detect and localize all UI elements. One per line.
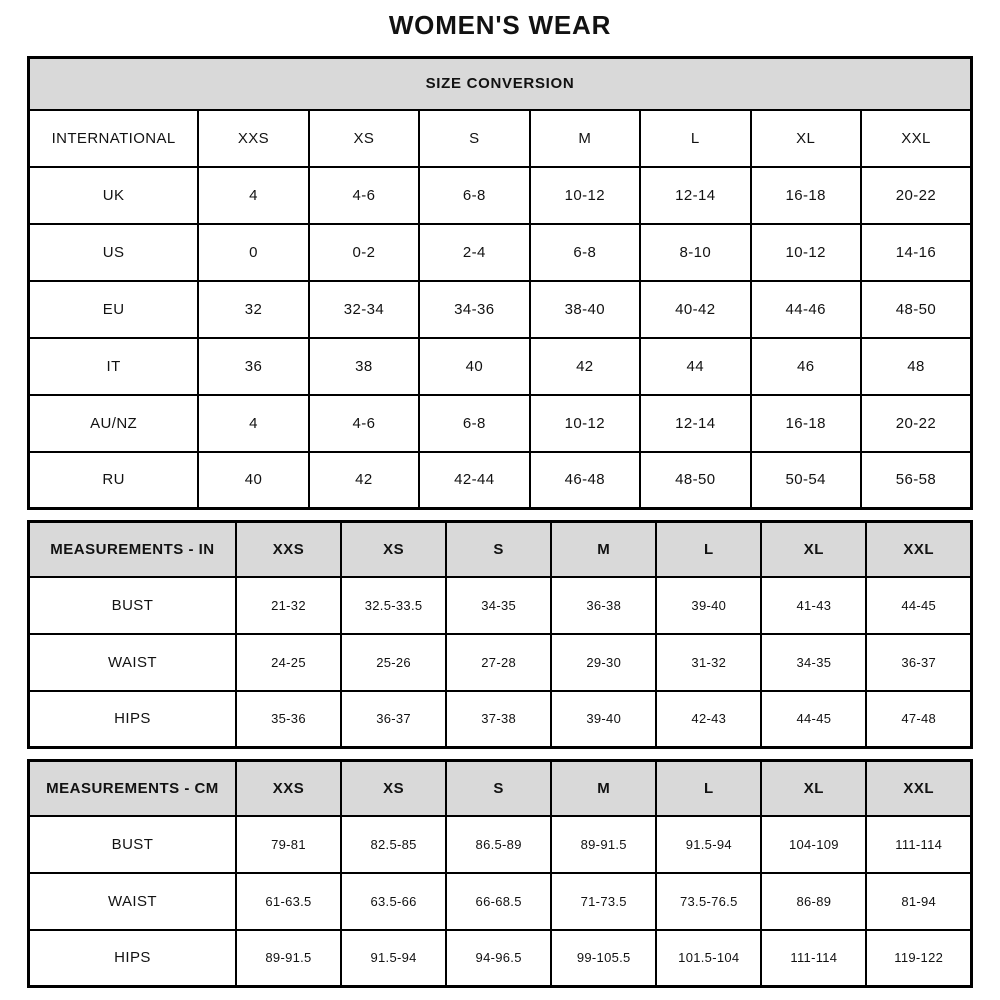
value-cell: 81-94	[866, 873, 971, 930]
value-cell: 6-8	[419, 167, 529, 224]
caption-row	[29, 58, 972, 110]
value-cell: 86.5-89	[446, 816, 551, 873]
value-cell: 36	[198, 338, 308, 395]
value-cell: 40-42	[640, 281, 750, 338]
row-label-cell: EU	[29, 281, 199, 338]
size-header-cell: XS	[309, 110, 419, 167]
value-cell: 42-44	[419, 452, 529, 509]
value-cell: 56-58	[861, 452, 972, 509]
row-label-cell: WAIST	[29, 634, 236, 691]
value-cell: 36-37	[866, 634, 971, 691]
size-header-cell: M	[551, 522, 656, 577]
table-row	[29, 281, 972, 338]
value-cell: 44-45	[866, 577, 971, 634]
value-cell: 16-18	[751, 167, 861, 224]
row-label-cell: UK	[29, 167, 199, 224]
size-chart-page	[27, 0, 973, 988]
size-header-cell: XL	[751, 110, 861, 167]
value-cell: 10-12	[751, 224, 861, 281]
row-label-cell: AU/NZ	[29, 395, 199, 452]
value-cell: 34-35	[761, 634, 866, 691]
value-cell: 37-38	[446, 691, 551, 748]
value-cell: 20-22	[861, 395, 972, 452]
size-header-cell: S	[446, 761, 551, 816]
table-row	[29, 224, 972, 281]
value-cell: 6-8	[419, 395, 529, 452]
value-cell: 4	[198, 167, 308, 224]
size-header-cell: S	[419, 110, 529, 167]
value-cell: 48-50	[640, 452, 750, 509]
value-cell: 39-40	[656, 577, 761, 634]
row-label-cell: IT	[29, 338, 199, 395]
value-cell: 38	[309, 338, 419, 395]
size-header-cell: XL	[761, 522, 866, 577]
size-header-cell: XL	[761, 761, 866, 816]
value-cell: 20-22	[861, 167, 972, 224]
value-cell: 32	[198, 281, 308, 338]
value-cell: 25-26	[341, 634, 446, 691]
value-cell: 8-10	[640, 224, 750, 281]
value-cell: 40	[419, 338, 529, 395]
value-cell: 32.5-33.5	[341, 577, 446, 634]
value-cell: 42-43	[656, 691, 761, 748]
value-cell: 4	[198, 395, 308, 452]
value-cell: 44	[640, 338, 750, 395]
value-cell: 40	[198, 452, 308, 509]
value-cell: 94-96.5	[446, 930, 551, 987]
value-cell: 89-91.5	[551, 816, 656, 873]
value-cell: 91.5-94	[341, 930, 446, 987]
row-label-cell: HIPS	[29, 691, 236, 748]
row-label-cell: US	[29, 224, 199, 281]
size-header-cell: XXL	[866, 522, 971, 577]
value-cell: 66-68.5	[446, 873, 551, 930]
value-cell: 35-36	[236, 691, 341, 748]
value-cell: 21-32	[236, 577, 341, 634]
value-cell: 38-40	[530, 281, 640, 338]
value-cell: 104-109	[761, 816, 866, 873]
header-corner-cell: INTERNATIONAL	[29, 110, 199, 167]
value-cell: 14-16	[861, 224, 972, 281]
row-label-cell: HIPS	[29, 930, 236, 987]
size-header-cell: S	[446, 522, 551, 577]
row-label-cell: RU	[29, 452, 199, 509]
row-label-cell: BUST	[29, 816, 236, 873]
value-cell: 4-6	[309, 167, 419, 224]
value-cell: 86-89	[761, 873, 866, 930]
value-cell: 46-48	[530, 452, 640, 509]
value-cell: 10-12	[530, 395, 640, 452]
size-header-cell: XS	[341, 522, 446, 577]
value-cell: 6-8	[530, 224, 640, 281]
value-cell: 44-45	[761, 691, 866, 748]
value-cell: 89-91.5	[236, 930, 341, 987]
value-cell: 27-28	[446, 634, 551, 691]
value-cell: 2-4	[419, 224, 529, 281]
value-cell: 111-114	[761, 930, 866, 987]
value-cell: 24-25	[236, 634, 341, 691]
value-cell: 31-32	[656, 634, 761, 691]
value-cell: 71-73.5	[551, 873, 656, 930]
size-header-cell: L	[656, 761, 761, 816]
value-cell: 63.5-66	[341, 873, 446, 930]
table-caption: SIZE CONVERSION	[29, 58, 972, 110]
value-cell: 34-36	[419, 281, 529, 338]
value-cell: 36-37	[341, 691, 446, 748]
row-label-cell: WAIST	[29, 873, 236, 930]
value-cell: 41-43	[761, 577, 866, 634]
value-cell: 0	[198, 224, 308, 281]
value-cell: 29-30	[551, 634, 656, 691]
value-cell: 48	[861, 338, 972, 395]
table-row	[29, 930, 972, 987]
value-cell: 79-81	[236, 816, 341, 873]
value-cell: 91.5-94	[656, 816, 761, 873]
measurements-in-table	[27, 520, 973, 749]
value-cell: 10-12	[530, 167, 640, 224]
value-cell: 48-50	[861, 281, 972, 338]
header-corner-cell: MEASUREMENTS - IN	[29, 522, 236, 577]
size-header-cell: XXS	[198, 110, 308, 167]
size-header-cell: L	[656, 522, 761, 577]
table-row	[29, 577, 972, 634]
value-cell: 32-34	[309, 281, 419, 338]
table-row	[29, 167, 972, 224]
table-row	[29, 452, 972, 509]
value-cell: 42	[309, 452, 419, 509]
value-cell: 99-105.5	[551, 930, 656, 987]
table-row	[29, 338, 972, 395]
table-row	[29, 691, 972, 748]
size-header-cell: L	[640, 110, 750, 167]
table-row	[29, 395, 972, 452]
value-cell: 0-2	[309, 224, 419, 281]
size-header-cell: M	[530, 110, 640, 167]
value-cell: 16-18	[751, 395, 861, 452]
value-cell: 119-122	[866, 930, 971, 987]
header-row	[29, 522, 972, 577]
value-cell: 12-14	[640, 395, 750, 452]
size-header-cell: M	[551, 761, 656, 816]
measurements-cm-table	[27, 759, 973, 988]
table-row	[29, 816, 972, 873]
size-conversion-table	[27, 56, 973, 510]
value-cell: 36-38	[551, 577, 656, 634]
value-cell: 34-35	[446, 577, 551, 634]
value-cell: 46	[751, 338, 861, 395]
page-title: WOMEN'S WEAR	[388, 10, 612, 40]
value-cell: 73.5-76.5	[656, 873, 761, 930]
row-label-cell: BUST	[29, 577, 236, 634]
value-cell: 12-14	[640, 167, 750, 224]
value-cell: 42	[530, 338, 640, 395]
size-header-cell: XS	[341, 761, 446, 816]
size-header-cell: XXS	[236, 522, 341, 577]
value-cell: 111-114	[866, 816, 971, 873]
value-cell: 4-6	[309, 395, 419, 452]
size-header-cell: XXL	[866, 761, 971, 816]
value-cell: 47-48	[866, 691, 971, 748]
value-cell: 50-54	[751, 452, 861, 509]
table-row	[29, 634, 972, 691]
header-row	[29, 761, 972, 816]
value-cell: 101.5-104	[656, 930, 761, 987]
size-header-cell: XXS	[236, 761, 341, 816]
size-header-cell: XXL	[861, 110, 972, 167]
header-row	[29, 110, 972, 167]
header-corner-cell: MEASUREMENTS - CM	[29, 761, 236, 816]
value-cell: 44-46	[751, 281, 861, 338]
value-cell: 61-63.5	[236, 873, 341, 930]
table-row	[29, 873, 972, 930]
value-cell: 82.5-85	[341, 816, 446, 873]
value-cell: 39-40	[551, 691, 656, 748]
